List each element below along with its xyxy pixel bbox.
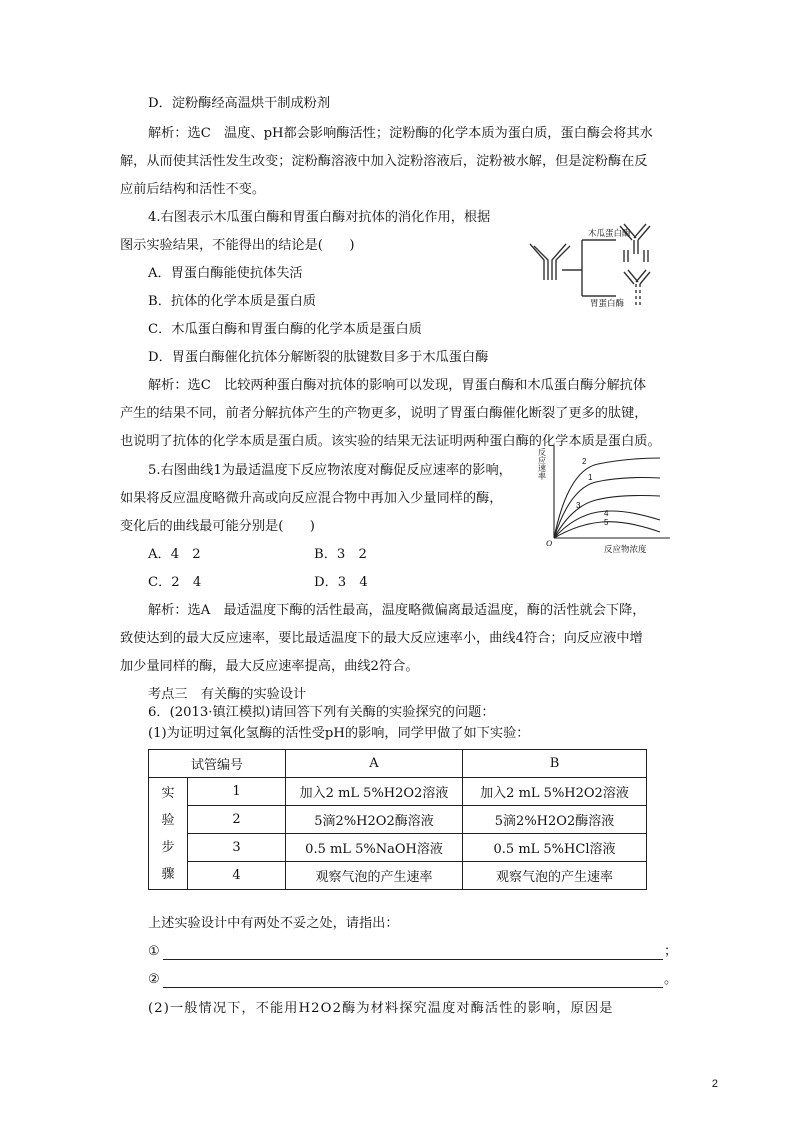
- table-cell: 3: [188, 834, 286, 862]
- table-header-cell: A: [286, 750, 463, 778]
- page-number: 2: [711, 1078, 718, 1090]
- curve-1: [554, 478, 660, 539]
- analysis-q4-line3: 也说明了抗体的化学本质是蛋白质。该实验的结果无法证明两种蛋白酶的化学本质是蛋白质。: [120, 434, 661, 449]
- curve-label-5: 5: [604, 518, 609, 527]
- table-header-cell: 试管编号: [149, 750, 286, 778]
- answer-punct-2: 。: [664, 972, 678, 987]
- y-axis-label: 反应速率: [538, 448, 547, 480]
- question-4-stem-2: 图示实验结果，不能得出的结论是( ): [120, 238, 355, 253]
- answer-punct-1: ；: [664, 944, 678, 959]
- analysis-q5-line1: 解析：选A 最适温度下酶的活性最高，温度略微偏离最适温度，酶的活性就会下降，: [148, 603, 646, 618]
- x-axis-label: 反应物浓度: [604, 544, 647, 554]
- question-5-stem: 5.右图曲线1为最适温度下反应物浓度对酶促反应速率的影响，: [148, 463, 512, 478]
- table-row: [149, 806, 647, 834]
- question-5-stem-3: 变化后的曲线最可能分别是( ): [120, 519, 315, 534]
- q4-option-d: D．胃蛋白酶催化抗体分解断裂的肽键数目多于木瓜蛋白酶: [148, 350, 489, 365]
- q5-option-a: A．4 2: [148, 547, 201, 562]
- antibody-right-arm: [552, 244, 570, 280]
- table-header-cell: B: [463, 750, 647, 778]
- antibody-left-arm: [530, 244, 548, 280]
- answer-marker-2: ②: [148, 972, 160, 987]
- analysis-q5-line2: 致使达到的最大反应速率，要比最适温度下的最大反应速率小，曲线4符合；向反应液中增: [120, 631, 643, 646]
- table-row: [149, 778, 647, 806]
- q5-option-b: B．3 2: [314, 547, 367, 562]
- question-4-stem: 4.右图表示木瓜蛋白酶和胃蛋白酶对抗体的消化作用，根据: [148, 210, 491, 225]
- curve-label-1: 1: [588, 473, 593, 482]
- analysis-q4-line2: 产生的结果不同，前者分解抗体产生的产物更多，说明了胃蛋白酶催化断裂了更多的肽键，: [120, 406, 648, 421]
- question-6-prompt: 上述实验设计中有两处不妥之处，请指出：: [148, 916, 399, 931]
- table-cell: 2: [188, 806, 286, 834]
- table-cell: 加入2 mL 5%H2O2溶液: [463, 778, 647, 806]
- q4-option-b: B．抗体的化学本质是蛋白质: [148, 294, 316, 309]
- table-cell: 观察气泡的产生速率: [463, 862, 647, 890]
- branch-lines: [562, 240, 616, 296]
- step-side-label: 实 验 步 骤: [149, 778, 188, 890]
- papain-label: 木瓜蛋白酶: [588, 228, 631, 238]
- answer-marker-1: ①: [148, 944, 160, 959]
- table-cell: 0.5 mL 5%HCl溶液: [463, 834, 647, 862]
- question-5-stem-2: 如果将反应温度略微升高或向反应混合物中再加入少量同样的酶，: [120, 491, 503, 506]
- analysis-q5-line3: 加少量同样的酶，最大反应速率提高，曲线2符合。: [120, 659, 419, 674]
- question-6-stem: 6．(2013·镇江模拟)请回答下列有关酶的实验探究的问题：: [148, 705, 495, 720]
- curve-label-2: 2: [582, 457, 587, 466]
- pepsin-fragments: [636, 284, 640, 308]
- analysis-q4-line1: 解析：选C 比较两种蛋白酶对抗体的影响可以发现，胃蛋白酶和木瓜蛋白酶分解抗体: [148, 378, 647, 393]
- table-cell: 0.5 mL 5%NaOH溶液: [286, 834, 463, 862]
- analysis-q3-line3: 应前后结构和活性不变。: [120, 182, 266, 197]
- q4-option-c: C．木瓜蛋白酶和胃蛋白酶的化学本质是蛋白质: [148, 322, 422, 337]
- table-cell: 4: [188, 862, 286, 890]
- question-6-part2: (2)一般情况下，不能用H2O2酶为材料探究温度对酶活性的影响，原因是: [148, 1001, 614, 1016]
- table-cell: 5滴2%H2O2酶溶液: [463, 806, 647, 834]
- option-d-q3: D．淀粉酶经高温烘干制成粉剂: [148, 96, 331, 111]
- antibody-digestion-figure: [518, 204, 678, 310]
- analysis-q3-line2: 解，从而使其活性发生改变；淀粉酶溶液中加入淀粉溶液后，淀粉被水解，但是淀粉酶在反: [120, 154, 648, 169]
- analysis-q3-line1: 解析：选C 温度、pH都会影响酶活性；淀粉酶的化学本质为蛋白质，蛋白酶会将其水: [148, 126, 653, 141]
- pepsin-label: 胃蛋白酶: [590, 298, 625, 308]
- question-6-part1: (1)为证明过氧化氢酶的活性受pH的影响，同学甲做了如下实验：: [148, 726, 530, 741]
- table-cell: 5滴2%H2O2酶溶液: [286, 806, 463, 834]
- table-cell: 观察气泡的产生速率: [286, 862, 463, 890]
- section-heading: 考点三 有关酶的实验设计: [148, 687, 307, 702]
- reaction-rate-figure: [538, 440, 680, 556]
- table-row: [149, 834, 647, 862]
- table-header-row: [149, 750, 647, 778]
- experiment-table: [148, 749, 647, 890]
- origin-label: O: [546, 538, 553, 548]
- q4-option-a: A．胃蛋白酶能使抗体失活: [148, 266, 303, 281]
- curve-label-3: 3: [576, 501, 581, 510]
- table-row: [149, 862, 647, 890]
- answer-blank-1[interactable]: [163, 959, 663, 960]
- curve-label-4: 4: [604, 509, 609, 518]
- pepsin-products: [624, 270, 650, 284]
- table-cell: 加入2 mL 5%H2O2溶液: [286, 778, 463, 806]
- answer-blank-2[interactable]: [163, 987, 663, 988]
- q5-option-d: D．3 4: [314, 575, 368, 590]
- q5-option-c: C．2 4: [148, 575, 202, 590]
- table-cell: 1: [188, 778, 286, 806]
